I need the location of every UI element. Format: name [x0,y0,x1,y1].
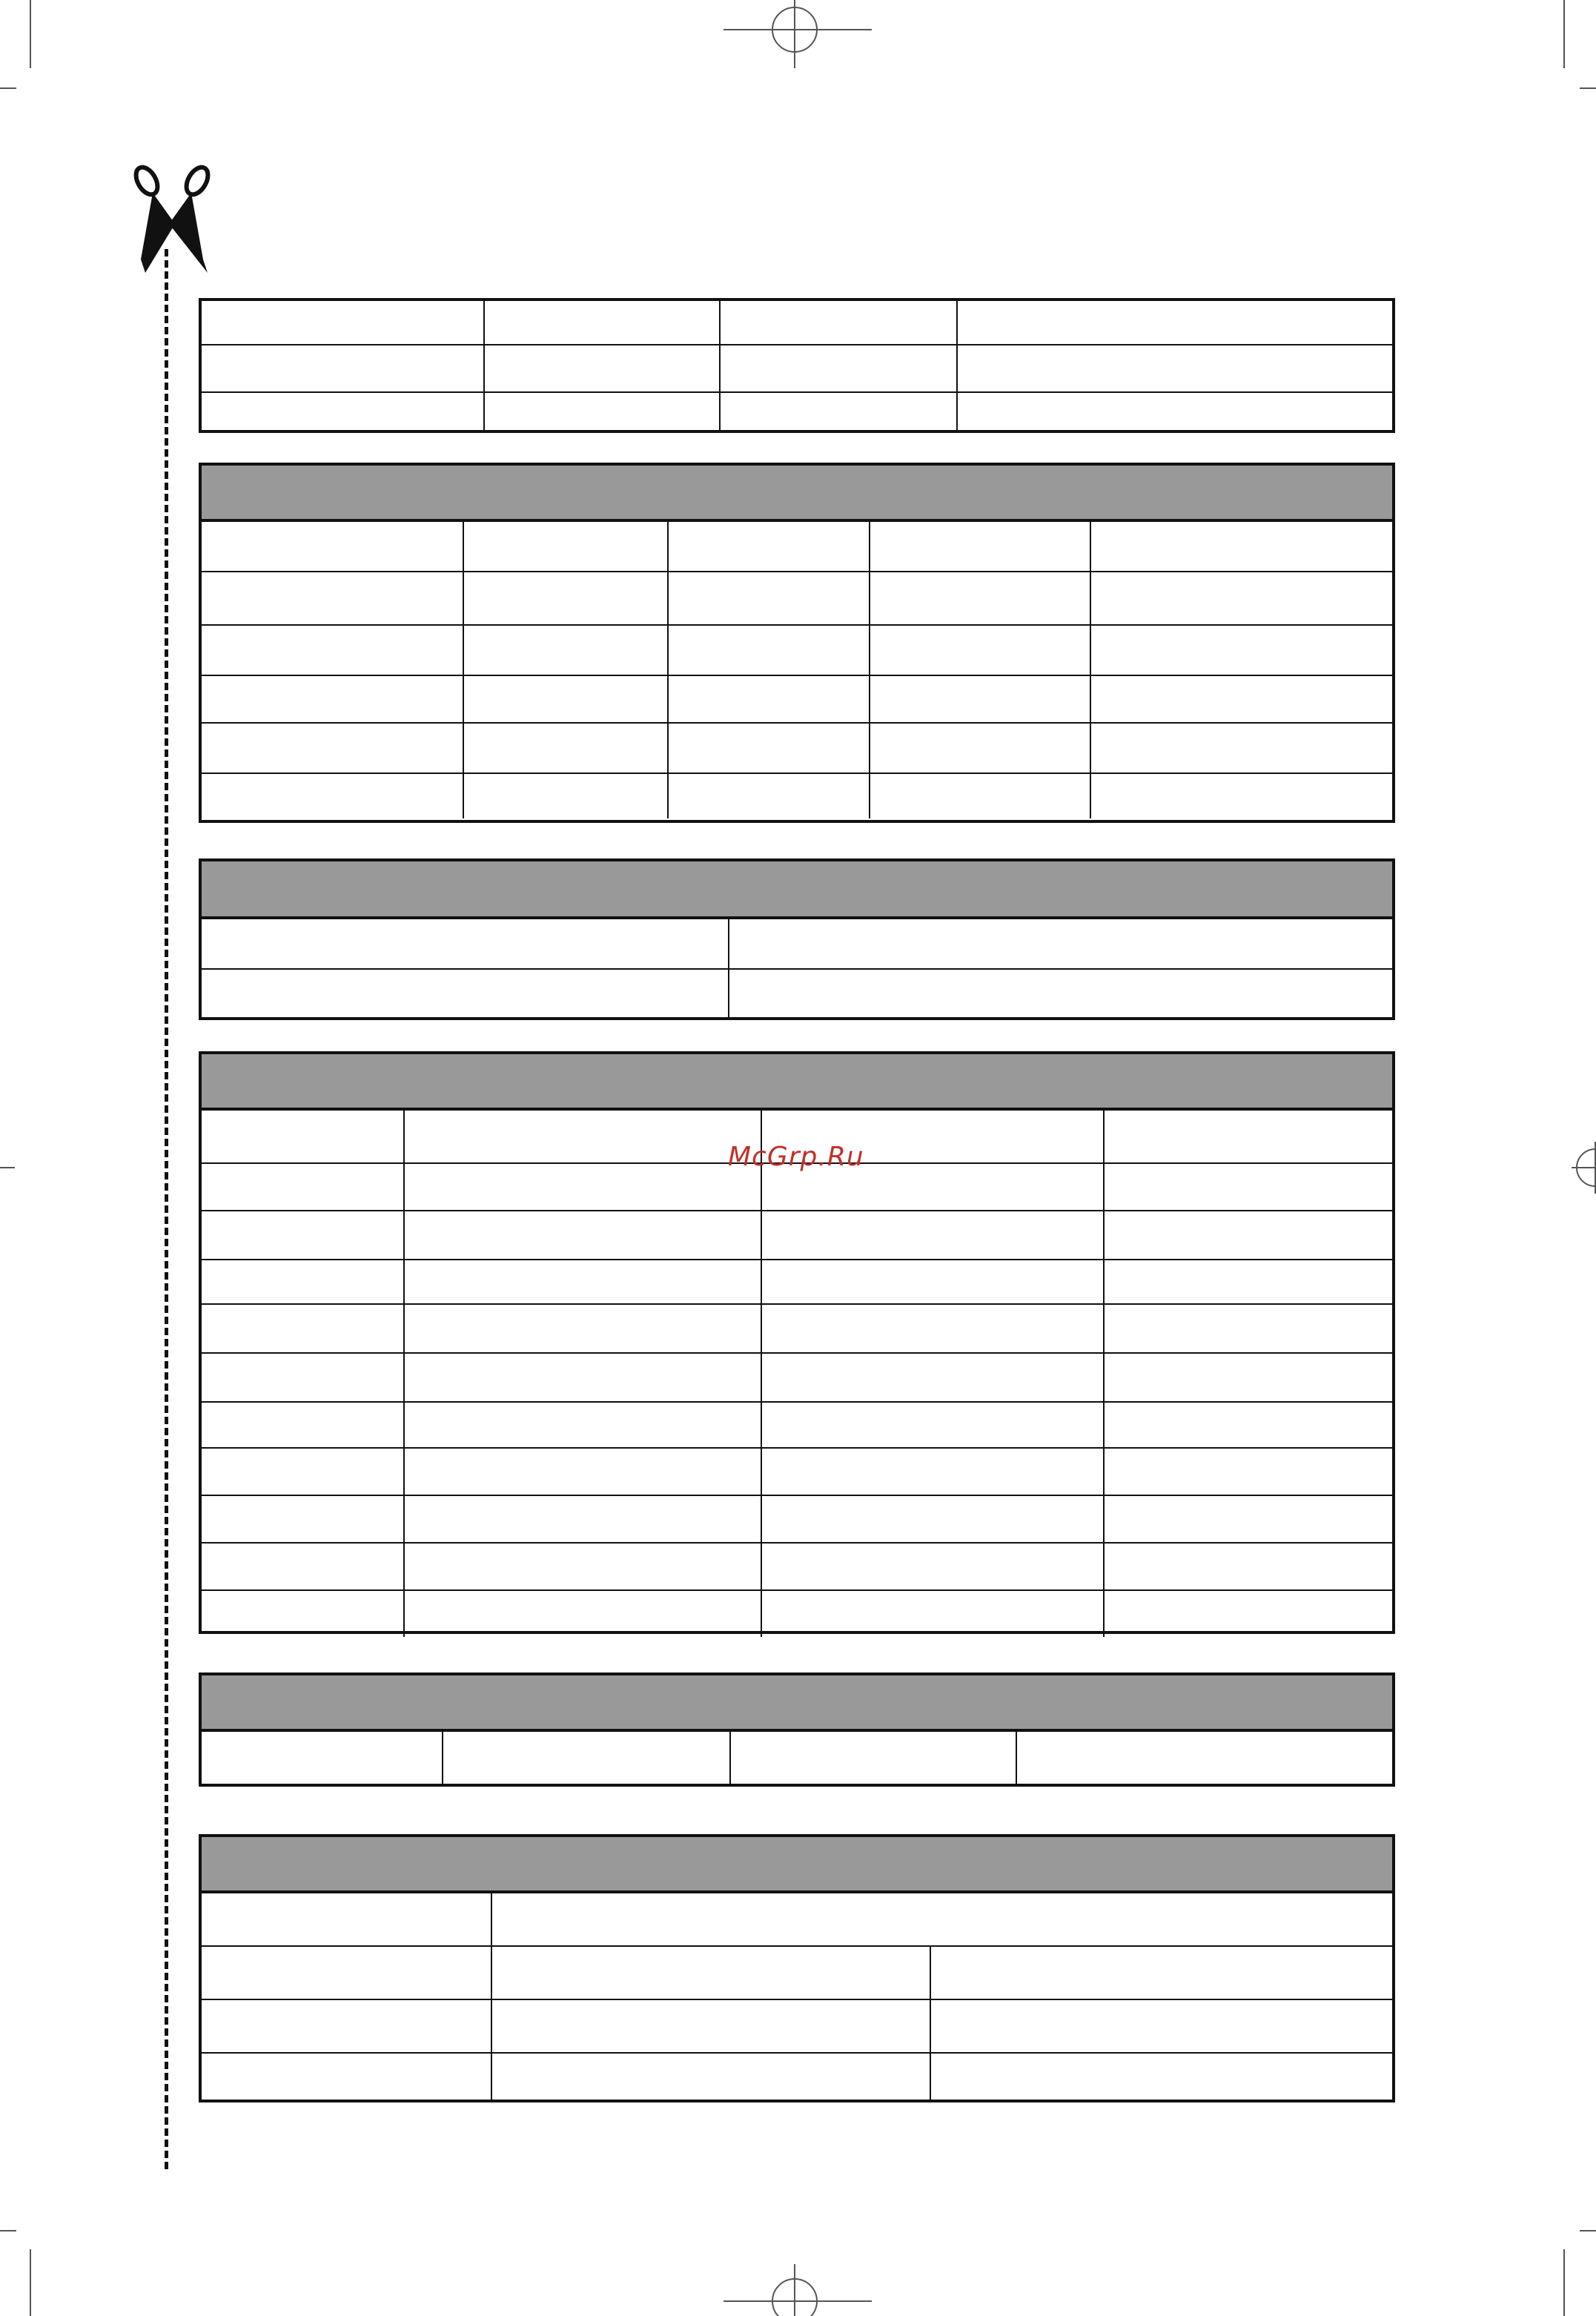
table-cell [403,1591,761,1637]
table-cell [202,1449,403,1495]
table-cell [1103,1260,1392,1303]
table-cell [869,724,1090,772]
table-cell [202,1544,403,1589]
table-cell [403,1544,761,1589]
table-cell [403,1496,761,1542]
section-header-band [202,1675,1392,1732]
table-cell [202,572,463,624]
table-cell [202,522,463,571]
crop-mark-bottom-left [30,2249,31,2316]
crop-mark-top-left-h [0,87,16,89]
table-cell [202,301,483,344]
table-cell [930,2000,1392,2052]
table-cell [1103,1496,1392,1542]
table-cell [202,1732,442,1784]
table-cell [403,1403,761,1447]
table-cell [463,774,667,818]
table-cell [491,2054,930,2100]
table-cell [869,572,1090,624]
table-cell [1090,522,1392,571]
table-cell [956,345,1392,391]
table-cell [403,1305,761,1352]
table-cell [729,1732,1016,1784]
table-cell [1090,626,1392,675]
table-cell [1016,1732,1392,1784]
table-cell [1103,1591,1392,1637]
table-cell [403,1111,761,1162]
table-cell [1103,1449,1392,1495]
table-cell [202,1211,403,1259]
table-cell [491,1947,930,1999]
table-cell [761,1305,1103,1352]
table-cell [202,1591,403,1637]
section-header-band [202,1054,1392,1111]
registration-mark-top [724,0,872,68]
table-cell [869,774,1090,818]
form-table-5 [199,1673,1395,1787]
cut-line [165,249,168,2169]
table-cell [483,301,719,344]
crop-mark-bottom-right-h [1580,2230,1596,2231]
table-cell [202,1260,403,1303]
section-header-band [202,1837,1392,1893]
table-cell [761,1496,1103,1542]
table-cell [403,1449,761,1495]
table-cell [463,676,667,722]
table-cell [728,919,1392,968]
table-cell [1090,572,1392,624]
crop-mark-left-mid [0,1167,15,1168]
table-cell [491,1893,1392,1945]
scissors-icon [130,165,213,274]
table-cell [463,626,667,675]
table-cell [483,393,719,430]
table-cell [463,724,667,772]
table-cell [956,393,1392,430]
table-cell [761,1260,1103,1303]
section-header-band [202,466,1392,522]
watermark-text: McGrp.Ru [728,1142,864,1172]
table-cell [202,724,463,772]
table-cell [1090,774,1392,818]
table-cell [202,1164,403,1210]
table-cell [667,572,869,624]
table-cell [869,522,1090,571]
table-cell [202,2054,491,2100]
table-cell [202,774,463,818]
table-cell [1103,1354,1392,1401]
form-table-1 [199,298,1395,433]
table-cell [728,970,1392,1017]
table-cell [667,724,869,772]
table-cell [930,1947,1392,1999]
table-cell [1103,1305,1392,1352]
table-cell [761,1449,1103,1495]
table-cell [1103,1111,1392,1162]
table-cell [202,970,728,1017]
crop-mark-bottom-right [1563,2249,1565,2316]
table-cell [202,626,463,675]
table-cell [202,1496,403,1542]
form-table-2 [199,463,1395,823]
table-cell [202,393,483,430]
table-cell [403,1354,761,1401]
table-cell [463,522,667,571]
table-cell [202,1354,403,1401]
table-cell [1103,1211,1392,1259]
table-cell [930,2054,1392,2100]
table-cell [1090,676,1392,722]
table-cell [667,676,869,722]
table-cell [202,676,463,722]
table-cell [202,1893,491,1945]
table-cell [403,1164,761,1210]
form-table-6 [199,1834,1395,2102]
table-cell [463,572,667,624]
table-cell [202,345,483,391]
registration-mark-right [1569,1134,1596,1201]
form-table-4 [199,1051,1395,1634]
table-cell [442,1732,729,1784]
table-cell [403,1260,761,1303]
table-cell [202,1403,403,1447]
section-header-band [202,861,1392,919]
table-cell [1103,1544,1392,1589]
table-cell [202,1305,403,1352]
table-cell [956,301,1392,344]
crop-mark-top-left [30,0,31,68]
table-cell [667,626,869,675]
form-table-3 [199,858,1395,1020]
table-cell [761,1211,1103,1259]
table-cell [1103,1164,1392,1210]
table-cell [202,919,728,968]
table-cell [869,626,1090,675]
table-cell [719,345,956,391]
table-cell [202,1947,491,1999]
crop-mark-bottom-left-h [0,2230,16,2231]
table-cell [403,1211,761,1259]
registration-mark-bottom [724,2264,872,2316]
table-cell [491,2000,930,2052]
table-cell [1090,724,1392,772]
table-cell [761,1403,1103,1447]
table-cell [761,1544,1103,1589]
table-cell [667,522,869,571]
table-cell [202,1111,403,1162]
table-cell [869,676,1090,722]
table-cell [483,345,719,391]
table-cell [667,774,869,818]
table-cell [1103,1403,1392,1447]
table-cell [761,1354,1103,1401]
table-cell [719,301,956,344]
table-cell [202,2000,491,2052]
crop-mark-top-right-h [1580,87,1596,89]
table-cell [719,393,956,430]
table-cell [761,1591,1103,1637]
crop-mark-top-right [1563,0,1565,68]
